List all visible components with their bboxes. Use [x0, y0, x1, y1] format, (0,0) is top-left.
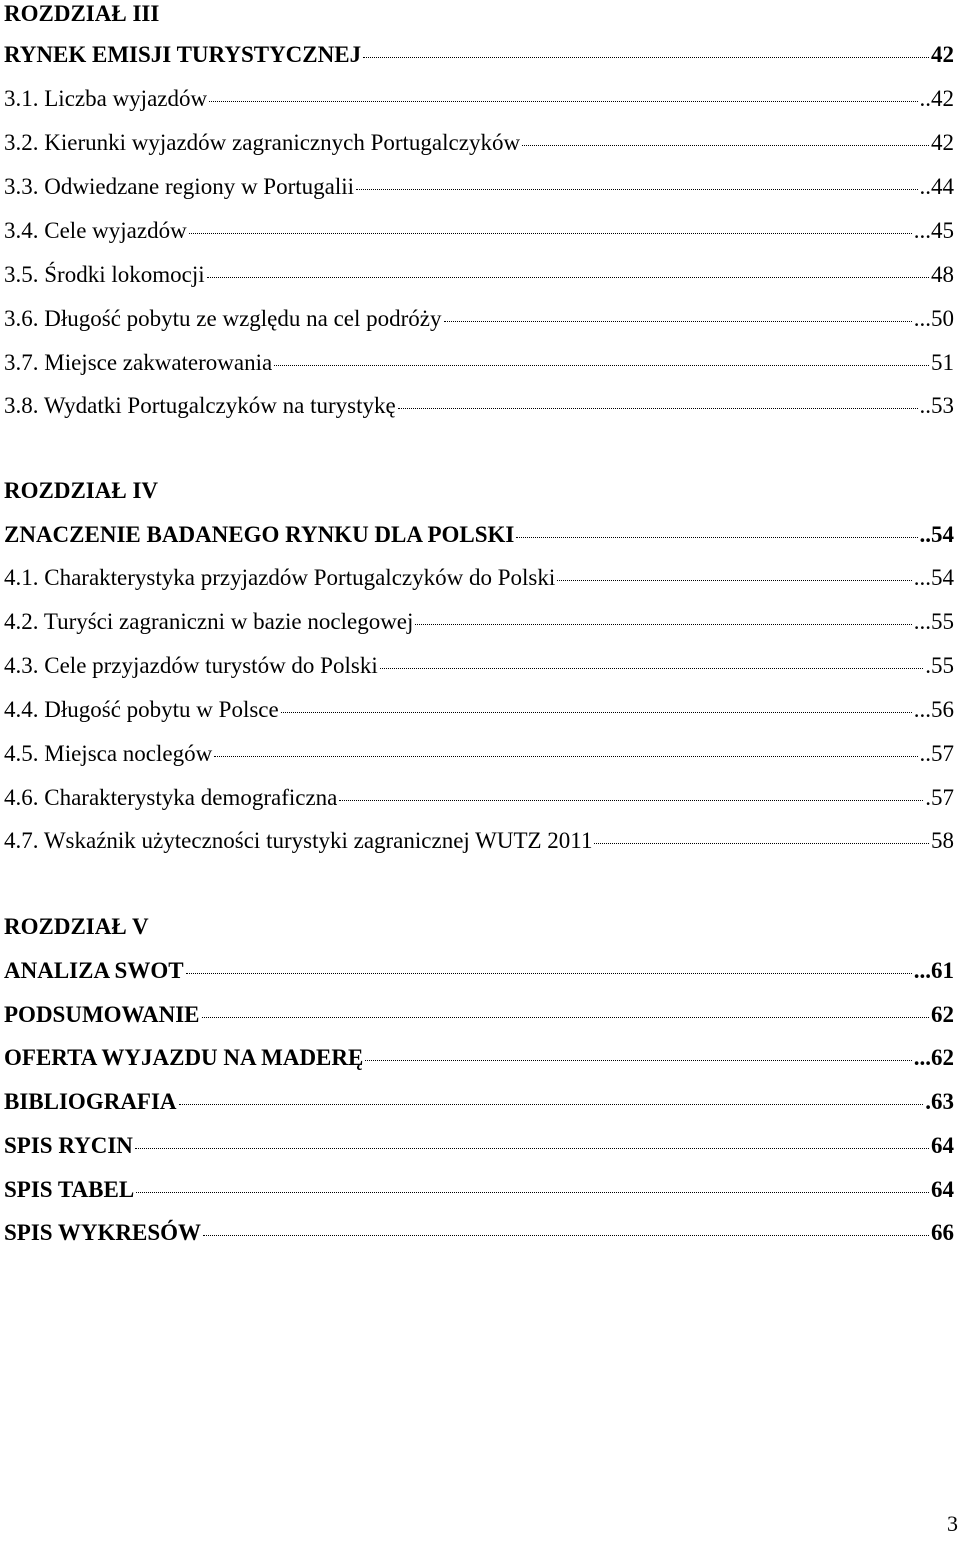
dot-leader [189, 232, 912, 234]
toc-entry-title: 3.7. Miejsce zakwaterowania [4, 350, 273, 375]
section-heading: ROZDZIAŁ V [4, 914, 149, 939]
toc-entry-title: 3.5. Środki lokomocji [4, 262, 205, 287]
dot-leader [209, 100, 917, 102]
dot-leader [274, 364, 929, 366]
dot-leader [522, 144, 929, 146]
dot-leader [203, 1234, 929, 1236]
toc-entry-title: 4.4. Długość pobytu w Polsce [4, 697, 279, 722]
toc-entry-title: BIBLIOGRAFIA [4, 1089, 177, 1114]
dot-leader [135, 1147, 929, 1149]
toc-entry-page: ..53 [919, 393, 954, 418]
toc-entry[interactable] [4, 521, 954, 549]
dot-leader [202, 1016, 929, 1018]
toc-entry[interactable] [4, 173, 954, 201]
toc-entry-page: ..57 [919, 741, 954, 766]
toc-entry-page: ...61 [913, 958, 954, 983]
toc-entry-page: .55 [925, 653, 954, 678]
toc-entry-title: 3.2. Kierunki wyjazdów zagranicznych Portugalczyków [4, 130, 521, 155]
toc-entry-title: ZNACZENIE BADANEGO RYNKU DLA POLSKI [4, 522, 515, 547]
toc-entry[interactable] [4, 827, 954, 855]
toc-entry-page: ..54 [919, 522, 954, 547]
toc-entry-page: ...56 [913, 697, 954, 722]
toc-entry-title: 3.6. Długość pobytu ze względu na cel podróży [4, 306, 442, 331]
toc-entry-page: 64 [931, 1177, 954, 1202]
section-heading: ROZDZIAŁ IV [4, 478, 159, 503]
toc-entry[interactable] [4, 1176, 954, 1204]
toc-entry[interactable] [4, 608, 954, 636]
toc-entry-page: ...62 [913, 1045, 954, 1070]
toc-entry[interactable] [4, 1001, 954, 1029]
dot-leader [214, 755, 917, 757]
toc-entry-title: SPIS WYKRESÓW [4, 1220, 202, 1245]
toc-entry-title: PODSUMOWANIE [4, 1002, 200, 1027]
toc-entry[interactable] [4, 1219, 954, 1247]
toc-entry[interactable] [4, 392, 954, 420]
dot-leader [444, 320, 912, 322]
dot-leader [380, 667, 924, 669]
toc-entry-title: 4.5. Miejsca noclegów [4, 741, 213, 766]
toc-entry-title: ANALIZA SWOT [4, 958, 184, 983]
toc-entry-title: 4.2. Turyści zagraniczni w bazie noclegowej [4, 609, 414, 634]
dot-leader [207, 276, 929, 278]
toc-entry-page: ..42 [919, 86, 954, 111]
dot-leader [339, 799, 923, 801]
toc-entry[interactable] [4, 85, 954, 113]
dot-leader [363, 56, 929, 58]
toc-entry-title: 3.3. Odwiedzane regiony w Portugalii [4, 174, 355, 199]
toc-entry-page: ...55 [913, 609, 954, 634]
toc-entry[interactable] [4, 740, 954, 768]
toc-entry-title: SPIS TABEL [4, 1177, 135, 1202]
toc-entry-page: ...54 [913, 565, 954, 590]
dot-leader [516, 536, 917, 538]
toc-entry-page: 62 [931, 1002, 954, 1027]
toc-entry-page: 58 [931, 828, 954, 853]
dot-leader [136, 1191, 929, 1193]
toc-entry-title: 4.1. Charakterystyka przyjazdów Portugalczyków do Polski [4, 565, 556, 590]
toc-entry-title: OFERTA WYJAZDU NA MADERĘ [4, 1045, 364, 1070]
toc-entry[interactable] [4, 1088, 954, 1116]
toc-entry-page: ...45 [913, 218, 954, 243]
toc-entry-title: 4.7. Wskaźnik użyteczności turystyki zagranicznej WUTZ 2011 [4, 828, 593, 853]
toc-entry-title: 3.4. Cele wyjazdów [4, 218, 187, 243]
toc-entry-title: RYNEK EMISJI TURYSTYCZNEJ [4, 42, 362, 67]
toc-entry[interactable] [4, 261, 954, 289]
page-number: 3 [947, 1511, 958, 1536]
toc-entry[interactable] [4, 1132, 954, 1160]
dot-leader [281, 711, 912, 713]
toc-entry[interactable] [4, 217, 954, 245]
toc-entry[interactable] [4, 41, 954, 69]
toc-entry-title: 4.6. Charakterystyka demograficzna [4, 785, 338, 810]
dot-leader [179, 1103, 924, 1105]
toc-entry-page: .57 [925, 785, 954, 810]
toc-entry-page: 48 [931, 262, 954, 287]
toc-entry[interactable] [4, 349, 954, 377]
toc-entry-page: 42 [931, 130, 954, 155]
toc-entry-page: 66 [931, 1220, 954, 1245]
toc-entry[interactable] [4, 1044, 954, 1072]
toc-entry[interactable] [4, 696, 954, 724]
dot-leader [594, 842, 929, 844]
toc-entry-page: 64 [931, 1133, 954, 1158]
toc-entry[interactable] [4, 564, 954, 592]
toc-entry-title: 3.1. Liczba wyjazdów [4, 86, 208, 111]
dot-leader [557, 579, 912, 581]
toc-entry-page: ...50 [913, 306, 954, 331]
toc-entry[interactable] [4, 305, 954, 333]
toc-entry[interactable] [4, 784, 954, 812]
toc-entry-page: 51 [931, 350, 954, 375]
dot-leader [365, 1059, 911, 1061]
toc-entry-page: ..44 [919, 174, 954, 199]
toc-entry-title: 3.8. Wydatki Portugalczyków na turystykę [4, 393, 396, 418]
dot-leader [186, 972, 912, 974]
toc-entry[interactable] [4, 652, 954, 680]
toc-entry[interactable] [4, 129, 954, 157]
section-heading: ROZDZIAŁ III [4, 1, 160, 26]
dot-leader [398, 407, 918, 409]
toc-entry-page: 42 [931, 42, 954, 67]
toc-entry-title: SPIS RYCIN [4, 1133, 133, 1158]
toc-entry-title: 4.3. Cele przyjazdów turystów do Polski [4, 653, 378, 678]
toc-entry-page: .63 [925, 1089, 954, 1114]
dot-leader [356, 188, 917, 190]
toc-entry[interactable] [4, 957, 954, 985]
dot-leader [415, 623, 911, 625]
